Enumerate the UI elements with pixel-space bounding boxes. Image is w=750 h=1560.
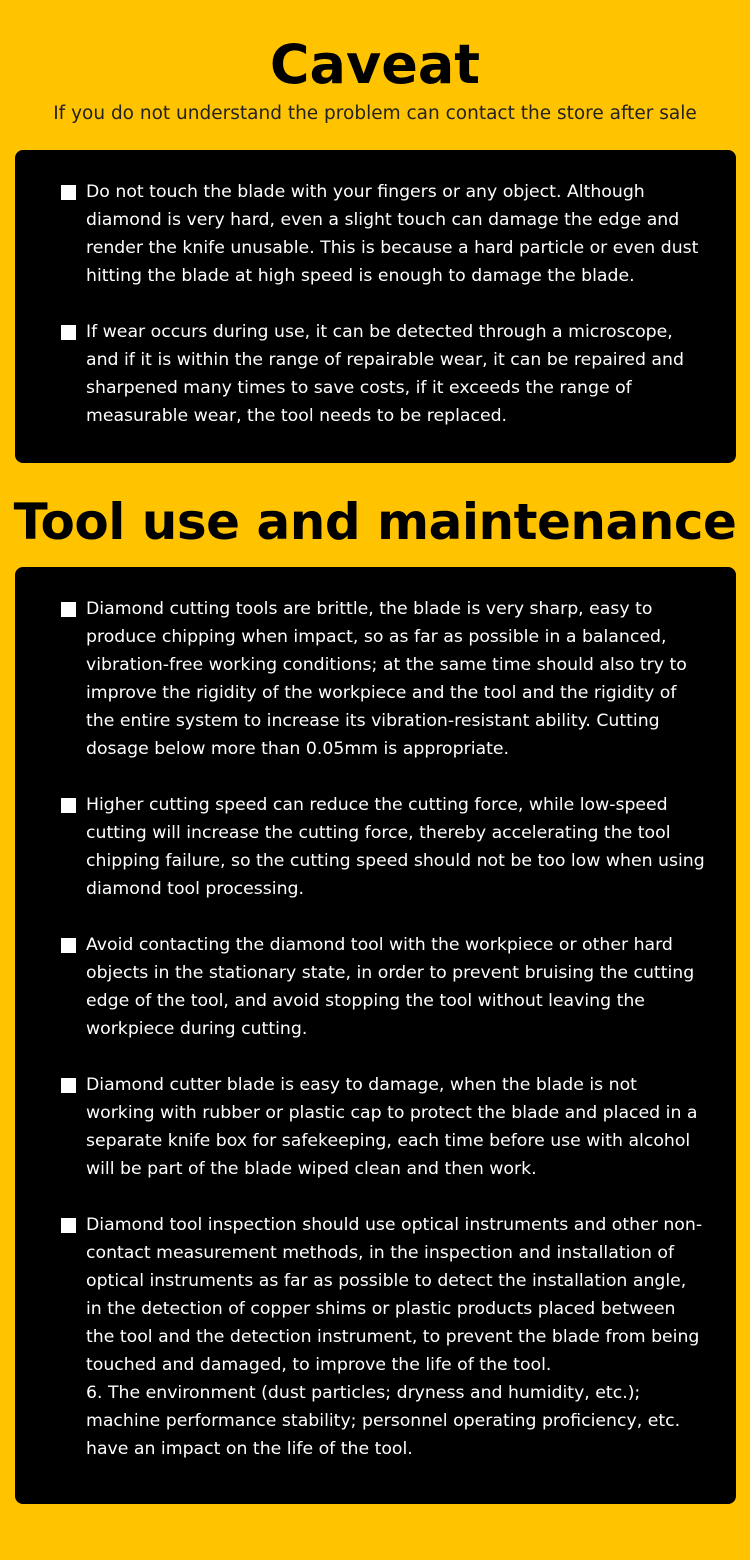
maintenance-item xyxy=(61,1211,706,1463)
maintenance-panel xyxy=(15,567,736,1504)
caveat-item xyxy=(61,318,706,430)
maintenance-item-text: Avoid contacting the diamond tool with the workpiece or other hard objects in the stationary state, in order to prevent bruising the cutting edge of the tool, and avoid stopping the tool without leaving the workpiece during cutting. xyxy=(86,935,695,1039)
square-bullet-icon xyxy=(61,325,76,340)
maintenance-item-text: Diamond tool inspection should use optical instruments and other non-contact measurement methods, in the inspection and installation of optical instruments as far as possible to detect the installation angle, in the detection of copper shims or plastic products placed between the tool and the detection instrument, to prevent the blade from being touched and damaged, to improve the life of the tool. xyxy=(86,1215,703,1375)
maintenance-item xyxy=(61,931,706,1043)
square-bullet-icon xyxy=(61,1078,76,1093)
caveat-title: Caveat xyxy=(269,33,481,96)
maintenance-item xyxy=(61,1071,706,1183)
square-bullet-icon xyxy=(61,185,76,200)
square-bullet-icon xyxy=(61,602,76,617)
maintenance-extra-note: 6. The environment (dust particles; dryness and humidity, etc.); machine performance stability; personnel operating proficiency, etc. have an impact on the life of the tool. xyxy=(86,1383,681,1459)
caveat-subtitle: If you do not understand the problem can contact the store after sale xyxy=(53,103,697,124)
caveat-panel xyxy=(15,150,736,463)
maintenance-item xyxy=(61,791,706,903)
caveat-item xyxy=(61,178,706,290)
caveat-item-text: Do not touch the blade with your fingers or any object. Although diamond is very hard, even a slight touch can damage the edge and render the knife unusable. This is because a hard particle or even dust hitting the blade at high speed is enough to damage the blade. xyxy=(86,182,699,286)
maintenance-item-text: Diamond cutter blade is easy to damage, when the blade is not working with rubber or plastic cap to protect the blade and placed in a separate knife box for safekeeping, each time before use with alcohol will be part of the blade wiped clean and then work. xyxy=(86,1075,698,1179)
maintenance-title: Tool use and maintenance xyxy=(13,493,737,551)
maintenance-item xyxy=(61,595,706,763)
square-bullet-icon xyxy=(61,798,76,813)
maintenance-item-text: Diamond cutting tools are brittle, the blade is very sharp, easy to produce chipping when impact, so as far as possible in a balanced, vibration-free working conditions; at the same time should also try to improve the rigidity of the workpiece and the tool and the rigidity of the entire system to increase its vibration-resistant ability. Cutting dosage below more than 0.05mm is appropriate. xyxy=(86,599,687,759)
square-bullet-icon xyxy=(61,938,76,953)
maintenance-item-text: Higher cutting speed can reduce the cutting force, while low-speed cutting will increase the cutting force, thereby accelerating the tool chipping failure, so the cutting speed should not be too low when using diamond tool processing. xyxy=(86,795,705,899)
caveat-item-text: If wear occurs during use, it can be detected through a microscope, and if it is within the range of repairable wear, it can be repaired and sharpened many times to save costs, if it exceeds the range of measurable wear, the tool needs to be replaced. xyxy=(86,322,684,426)
square-bullet-icon xyxy=(61,1218,76,1233)
